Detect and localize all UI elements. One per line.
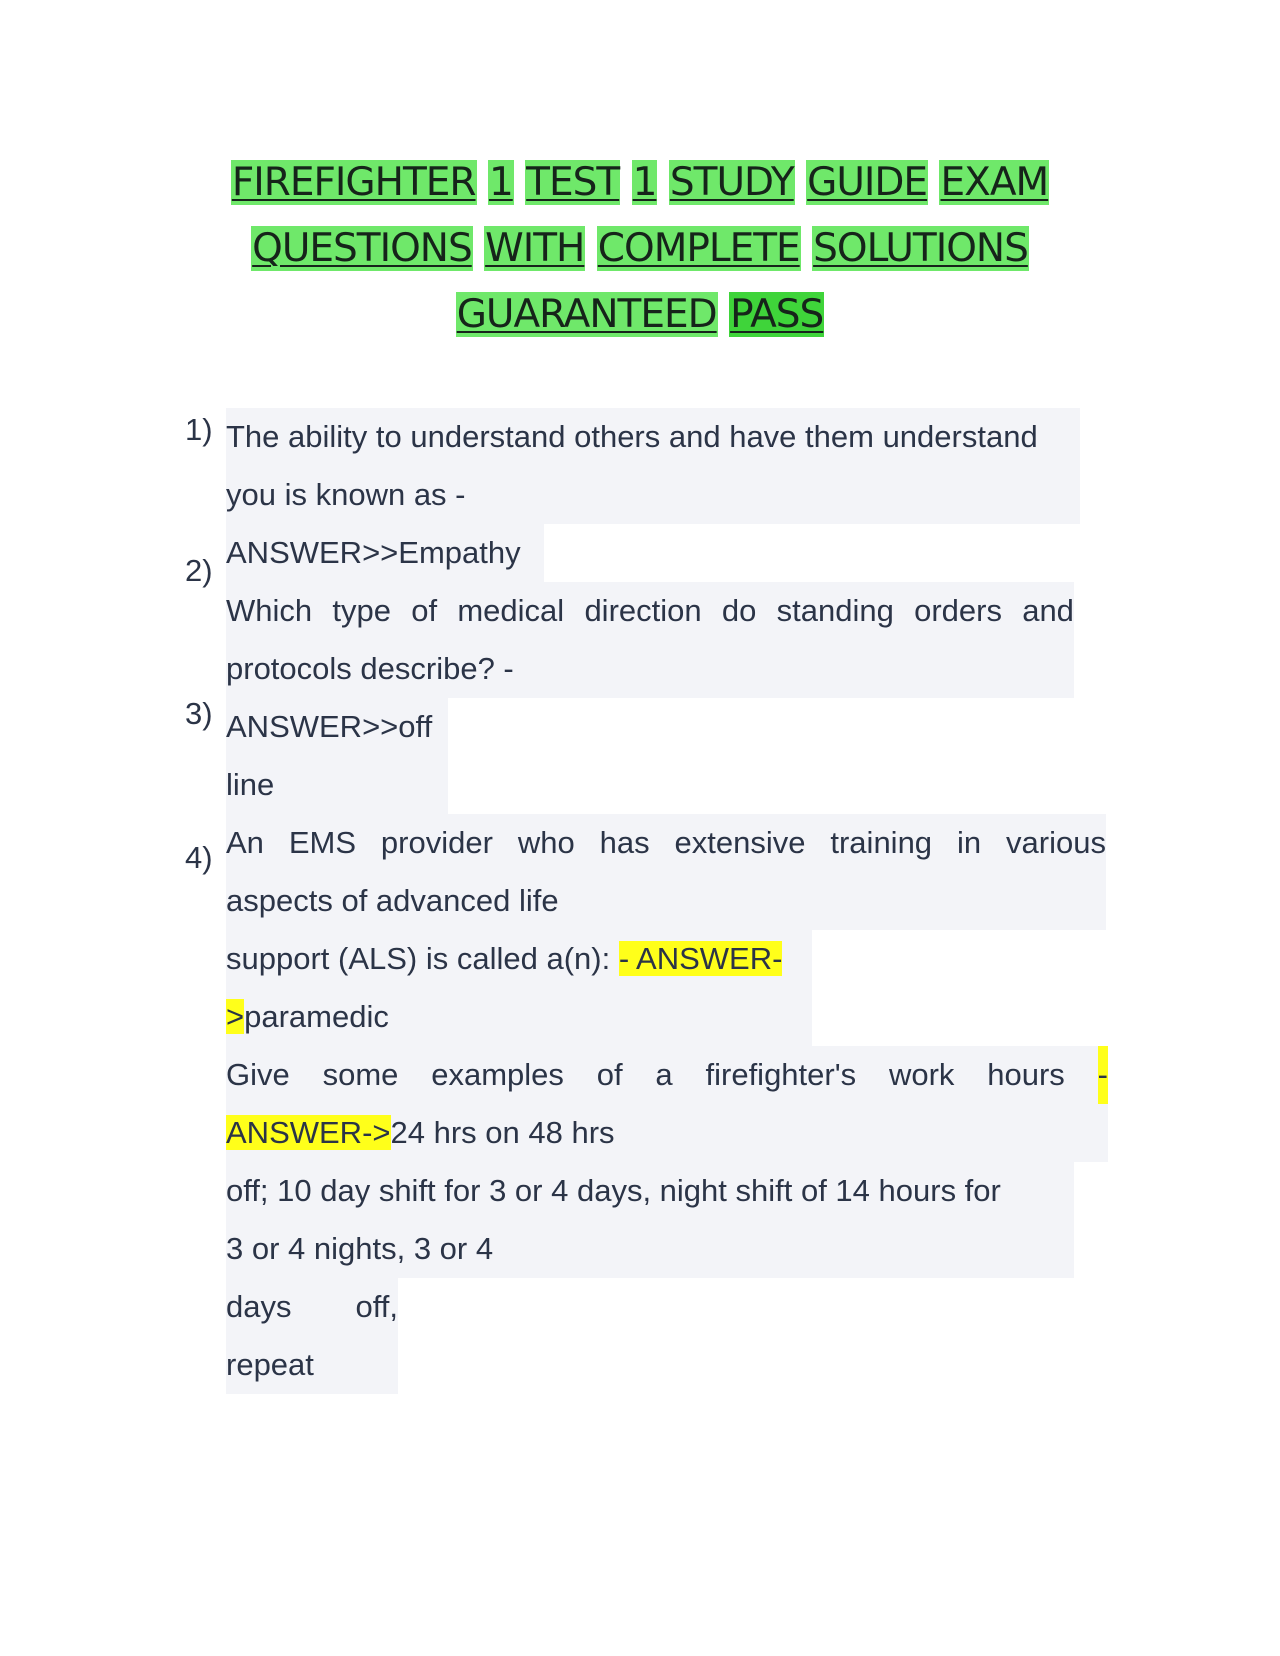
word: of (596, 1057, 623, 1092)
title-word: COMPLETE (597, 226, 800, 271)
document-title (140, 150, 1140, 348)
list-number: 1) (185, 412, 213, 447)
title-word: EXAM (940, 160, 1049, 205)
list-number: 4) (185, 840, 213, 875)
word: medical (457, 593, 565, 628)
title-line-3 (140, 282, 1140, 348)
word: off, (355, 1289, 398, 1324)
question-3-answer (226, 930, 812, 1046)
word: has (599, 825, 650, 860)
word: and (1022, 593, 1074, 628)
word: standing (776, 593, 894, 628)
answer-line (226, 988, 812, 1046)
list-number: 3) (185, 696, 213, 731)
question-2-text (226, 582, 1074, 698)
question-1-text (226, 408, 1080, 524)
text-line: off; 10 day shift for 3 or 4 days, night shift of 14 hours for (226, 1173, 1001, 1208)
text-line-justified (226, 814, 1106, 872)
text-line: you is known as - (226, 477, 466, 512)
answer-line (226, 1104, 1108, 1162)
title-word: GUARANTEED (456, 292, 717, 337)
text-line: The ability to understand others and have them understand (226, 419, 1038, 454)
answer-line (226, 930, 812, 988)
title-line-2 (140, 216, 1140, 282)
title-word: STUDY (669, 160, 794, 205)
title-word: 1 (488, 160, 513, 205)
list-number: 2) (185, 553, 213, 588)
text-line-justified (226, 1046, 1108, 1104)
answer-line: line (226, 767, 275, 802)
word: Give (226, 1057, 290, 1092)
answer-highlight: > (226, 999, 245, 1034)
title-word: GUIDE (807, 160, 928, 205)
word: examples (431, 1057, 564, 1092)
question-2-answer (226, 698, 448, 814)
title-word: PASS (730, 292, 824, 337)
title-word: TEST (526, 160, 620, 205)
word: An (226, 825, 264, 860)
answer-line: ANSWER>>Empathy (226, 535, 521, 570)
title-word: 1 (632, 160, 657, 205)
word: do (721, 593, 757, 628)
title-word: QUESTIONS (252, 226, 472, 271)
word: extensive (674, 825, 806, 860)
text-run: 24 hrs on 48 hrs (390, 1115, 615, 1150)
word: hours (987, 1057, 1065, 1092)
word: work (888, 1057, 955, 1092)
word: a (655, 1057, 673, 1092)
text-run: paramedic (244, 999, 389, 1034)
question-1-answer (226, 524, 544, 582)
word: various (1006, 825, 1106, 860)
word: provider (380, 825, 493, 860)
answer-highlight: ANSWER-> (226, 1115, 391, 1150)
question-4-answer-end (226, 1278, 398, 1394)
word: Which (226, 593, 313, 628)
word: in (956, 825, 982, 860)
text-line: aspects of advanced life (226, 883, 559, 918)
word: type (332, 593, 391, 628)
word: who (517, 825, 575, 860)
word: EMS (288, 825, 357, 860)
title-word: SOLUTIONS (813, 226, 1028, 271)
answer-line: ANSWER>>off (226, 709, 433, 744)
title-line-1 (140, 150, 1140, 216)
text-line: protocols describe? - (226, 651, 514, 686)
question-4-text (226, 1046, 1108, 1162)
word: direction (584, 593, 702, 628)
word: days (226, 1289, 292, 1324)
word: of (411, 593, 438, 628)
word: orders (914, 593, 1002, 628)
question-3-text (226, 814, 1106, 930)
text-line-justified (226, 1278, 398, 1336)
answer-highlight: - ANSWER- (618, 941, 783, 976)
word: training (830, 825, 933, 860)
title-word: FIREFIGHTER (231, 160, 476, 205)
text-line: 3 or 4 nights, 3 or 4 (226, 1231, 494, 1266)
word: some (322, 1057, 399, 1092)
question-4-answer-cont (226, 1162, 1074, 1278)
title-word: WITH (485, 226, 585, 271)
text-line-justified (226, 582, 1074, 640)
word: firefighter's (705, 1057, 857, 1092)
text-run: support (ALS) is called a(n): (226, 941, 619, 976)
answer-highlight: - (1098, 1046, 1108, 1104)
text-line: repeat (226, 1347, 314, 1382)
